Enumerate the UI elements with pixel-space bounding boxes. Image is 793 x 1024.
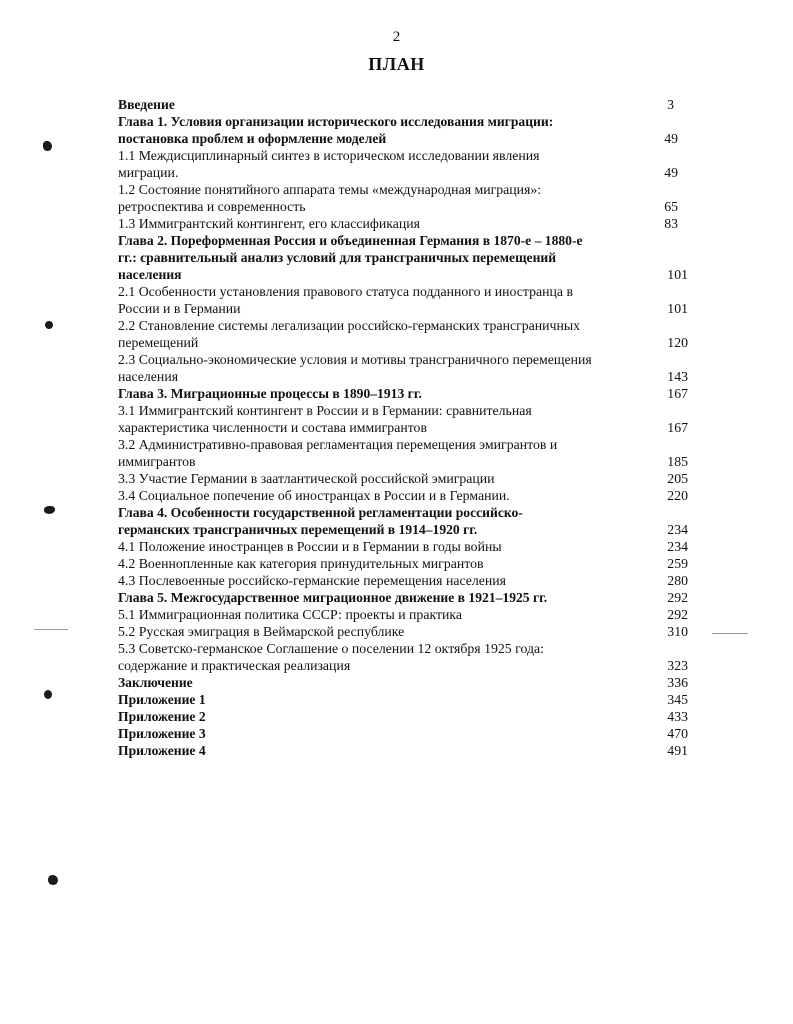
toc-page-number: 167 <box>667 420 688 435</box>
toc-page-number: 292 <box>667 590 688 605</box>
scan-speck <box>44 690 52 699</box>
toc-page-number: 310 <box>667 624 688 639</box>
toc-chapter-entry <box>118 674 688 691</box>
toc-entry-title-line: ретроспектива и современность <box>118 199 306 214</box>
toc-page-number: 49 <box>664 131 678 146</box>
toc-entry-title-line: постановка проблем и оформление моделей <box>118 131 387 146</box>
toc-page-number: 83 <box>664 216 678 231</box>
toc-chapter-entry <box>118 725 688 742</box>
toc-page-number: 345 <box>667 692 688 707</box>
toc-entry-title-line: 1.3 Иммигрантский контингент, его классификация <box>118 216 420 231</box>
toc-section-entry <box>118 317 688 351</box>
toc-entry-title-line: германских трансграничных перемещений в 1914–1920 гг. <box>118 522 478 537</box>
toc-section-entry <box>118 402 688 436</box>
toc-page-number: 433 <box>667 709 688 724</box>
toc-entry-title-line: миграции. <box>118 165 179 180</box>
toc-page-number: 3 <box>667 97 674 112</box>
toc-page-number: 65 <box>664 199 678 214</box>
toc-entry-title-line: 1.1 Междисциплинарный синтез в историческом исследовании явления <box>118 148 540 163</box>
toc-entry-title-line: Глава 2. Пореформенная Россия и объединенная Германия в 1870-е – 1880-е <box>118 233 583 248</box>
toc-section-entry <box>118 572 688 589</box>
toc-section-entry <box>118 436 688 470</box>
toc-page-number: 259 <box>667 556 688 571</box>
toc-entry-title-line: Введение <box>118 97 175 112</box>
toc-page-number: 323 <box>667 658 688 673</box>
toc-entry-title-line: 2.3 Социально-экономические условия и мотивы трансграничного перемещения <box>118 352 592 367</box>
toc-chapter-entry <box>118 504 688 538</box>
toc-section-entry <box>118 555 688 572</box>
toc-page-number: 292 <box>667 607 688 622</box>
toc-entry-title-line: Глава 3. Миграционные процессы в 1890–1913 гг. <box>118 386 422 401</box>
toc-entry-title-line: 2.2 Становление системы легализации российско-германских трансграничных <box>118 318 581 333</box>
toc-section-entry <box>118 487 688 504</box>
toc-entry-title-line: иммигрантов <box>118 454 196 469</box>
toc-section-entry <box>118 351 688 385</box>
toc-entry-title-line: 4.2 Военнопленные как категория принудительных мигрантов <box>118 556 484 571</box>
toc-page-number: 120 <box>667 335 688 350</box>
toc-page-number: 143 <box>667 369 688 384</box>
toc-page-number: 234 <box>667 522 688 537</box>
toc-entry-title-line: гг.: сравнительный анализ условий для трансграничных перемещений <box>118 250 557 265</box>
toc-entry-title-line: Приложение 3 <box>118 726 206 741</box>
toc-entry-title-line: России и в Германии <box>118 301 241 316</box>
toc-chapter-entry <box>118 742 688 759</box>
toc-page-number: 205 <box>667 471 688 486</box>
page-title: ПЛАН <box>368 54 425 74</box>
toc-entry-title-line: 3.1 Иммигрантский контингент в России и в Германии: сравнительная <box>118 403 532 418</box>
toc-entry-title-line: 3.3 Участие Германии в заатлантической российской эмиграции <box>118 471 495 486</box>
scan-speck <box>48 875 58 885</box>
toc-section-entry <box>118 215 688 232</box>
scan-mark <box>712 633 748 634</box>
toc-page-number: 49 <box>664 165 678 180</box>
toc-page-number: 280 <box>667 573 688 588</box>
toc-chapter-entry <box>118 385 688 402</box>
toc-page-number: 234 <box>667 539 688 554</box>
toc-entry-title-line: 5.2 Русская эмиграция в Веймарской республике <box>118 624 405 639</box>
toc-chapter-entry <box>118 232 688 283</box>
toc-entry-title-line: Приложение 4 <box>118 743 206 758</box>
toc-entry-title-line: Приложение 1 <box>118 692 206 707</box>
toc-entry-title-line: 3.4 Социальное попечение об иностранцах в России и в Германии. <box>118 488 510 503</box>
toc-section-entry <box>118 181 688 215</box>
toc-entry-title-line: 5.1 Иммиграционная политика СССР: проекты и практика <box>118 607 462 622</box>
toc-entry-title-line: населения <box>118 267 182 282</box>
toc-page-number: 336 <box>667 675 688 690</box>
toc-entry-title-line: перемещений <box>118 335 199 350</box>
scan-mark <box>34 629 68 630</box>
toc-entry-title-line: Глава 1. Условия организации исторического исследования миграции: <box>118 114 554 129</box>
table-of-contents <box>118 96 688 759</box>
toc-section-entry <box>118 147 688 181</box>
scan-speck <box>44 506 55 514</box>
toc-chapter-entry <box>118 589 688 606</box>
toc-entry-title-line: 1.2 Состояние понятийного аппарата темы «международная миграция»: <box>118 182 542 197</box>
toc-page-number: 101 <box>667 267 688 282</box>
toc-entry-title-line: Глава 4. Особенности государственной регламентации российско- <box>118 505 523 520</box>
toc-section-entry <box>118 623 688 640</box>
toc-entry-title-line: населения <box>118 369 179 384</box>
toc-entry-title-line: 5.3 Советско-германское Соглашение о поселении 12 октября 1925 года: <box>118 641 544 656</box>
toc-entry-title-line: содержание и практическая реализация <box>118 658 351 673</box>
page-number: 2 <box>392 29 401 45</box>
toc-section-entry <box>118 606 688 623</box>
toc-entry-title-line: 4.1 Положение иностранцев в России и в Германии в годы войны <box>118 539 502 554</box>
toc-page-number: 220 <box>667 488 688 503</box>
toc-entry-title-line: 3.2 Административно-правовая регламентация перемещения эмигрантов и <box>118 437 558 452</box>
toc-entry-title-line: Глава 5. Межгосударственное миграционное движение в 1921–1925 гг. <box>118 590 548 605</box>
scan-speck <box>45 321 53 329</box>
scan-speck <box>43 141 52 151</box>
toc-section-entry <box>118 283 688 317</box>
toc-section-entry <box>118 470 688 487</box>
toc-page-number: 470 <box>667 726 688 741</box>
toc-section-entry <box>118 538 688 555</box>
toc-page-number: 101 <box>667 301 688 316</box>
toc-entry-title-line: 4.3 Послевоенные российско-германские перемещения населения <box>118 573 506 588</box>
toc-page-number: 185 <box>667 454 688 469</box>
toc-chapter-entry <box>118 708 688 725</box>
toc-chapter-entry <box>118 691 688 708</box>
toc-entry-title-line: Заключение <box>118 675 193 690</box>
toc-entry-title-line: Приложение 2 <box>118 709 206 724</box>
toc-page-number: 491 <box>667 743 688 758</box>
toc-entry-title-line: характеристика численности и состава иммигрантов <box>118 420 427 435</box>
toc-entry-title-line: 2.1 Особенности установления правового статуса подданного и иностранца в <box>118 284 573 299</box>
toc-chapter-entry <box>118 113 688 147</box>
toc-page-number: 167 <box>667 386 688 401</box>
toc-section-entry <box>118 640 688 674</box>
toc-chapter-entry <box>118 96 688 113</box>
